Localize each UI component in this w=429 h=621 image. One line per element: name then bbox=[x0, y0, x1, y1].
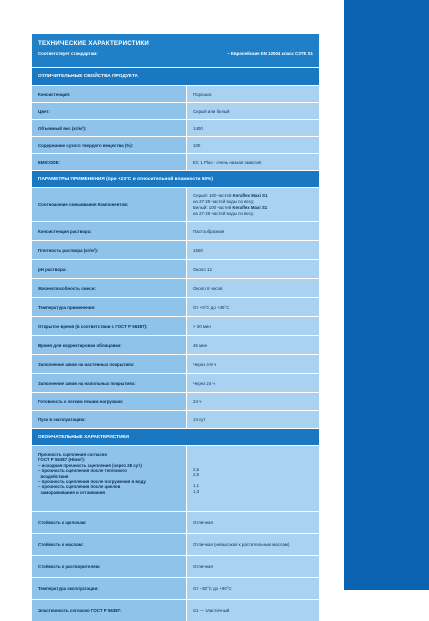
row-value: Отличная (невысокая к растительным маслам) bbox=[186, 534, 319, 555]
table-row bbox=[32, 373, 319, 392]
adhesion-values bbox=[186, 446, 319, 511]
row-label: Открытое время (в соответствии с ГОСТ Р 56387): bbox=[32, 317, 186, 335]
row-label: Консистенция раствора: bbox=[32, 222, 186, 240]
row-label: Температура применения: bbox=[32, 298, 186, 316]
side-blue-band bbox=[344, 0, 429, 590]
mix-text: Серый: 100 частей bbox=[193, 192, 233, 198]
row-label: Заполнение швов на настенных покрытиях: bbox=[32, 355, 186, 373]
adhesion-heading: Прочность сцепления согласно bbox=[38, 452, 108, 457]
row-value: S1 — эластичный bbox=[186, 600, 319, 621]
adhesion-item: воздействия bbox=[38, 473, 69, 479]
standard-row bbox=[38, 51, 313, 56]
row-value bbox=[186, 188, 319, 221]
adhesion-item: – исходная прочность сцепления (через 28 сут) bbox=[38, 462, 142, 468]
row-value: Через 24 ч bbox=[186, 374, 319, 392]
row-label: EMICODE: bbox=[32, 154, 186, 170]
row-label: Консистенция: bbox=[32, 86, 186, 102]
row-value: 45 мин bbox=[186, 336, 319, 354]
table-row bbox=[32, 392, 319, 410]
mix-line: на 27-29 частей воды по весу. bbox=[193, 210, 255, 216]
standard-value: – Европейские EN 12004 класс C2TE S1 bbox=[227, 51, 313, 56]
row-label: Соотношение смешивания Компонентов: bbox=[32, 188, 186, 221]
table-row bbox=[32, 445, 319, 511]
table-row bbox=[32, 85, 319, 102]
row-label: Пуск в эксплуатацию: bbox=[32, 411, 186, 428]
sheet-title: ТЕХНИЧЕСКИЕ ХАРАКТЕРИСТИКИ bbox=[38, 40, 149, 47]
table-row bbox=[32, 577, 319, 599]
adhesion-value: 2,6 bbox=[193, 467, 200, 472]
row-value: 1400 bbox=[186, 120, 319, 136]
row-value: Отличная bbox=[186, 556, 319, 577]
standard-label: Соответствует стандартам: bbox=[38, 51, 98, 56]
adhesion-item: – прочность сцепления после теплового bbox=[38, 468, 127, 474]
row-value: 24 ч bbox=[186, 393, 319, 410]
row-value: Около 12 bbox=[186, 260, 319, 278]
row-label: Стойкость к маслам: bbox=[32, 534, 186, 555]
row-value: Порошок bbox=[186, 86, 319, 102]
table-row bbox=[32, 555, 319, 577]
row-value: Через 4-8 ч bbox=[186, 355, 319, 373]
adhesion-heading: ГОСТ Р 56387 (Н/мм²): bbox=[38, 457, 86, 463]
mix-line: на 27-29 частей воды по весу; bbox=[193, 198, 255, 204]
section-heading: ОТЛИЧИТЕЛЬНЫЕ СВОЙСТВА ПРОДУКТА bbox=[32, 67, 319, 85]
table-row bbox=[32, 297, 319, 316]
table-row bbox=[32, 136, 319, 153]
section-heading: ОКОНЧАТЕЛЬНЫЕ ХАРАКТЕРИСТИКИ bbox=[32, 428, 319, 445]
row-label: Температура эксплуатации: bbox=[32, 578, 186, 599]
row-value: 1500 bbox=[186, 241, 319, 259]
table-row bbox=[32, 410, 319, 428]
table-row bbox=[32, 316, 319, 335]
table-row bbox=[32, 533, 319, 555]
row-label: Стойкость к щелочам: bbox=[32, 512, 186, 533]
spec-sheet bbox=[32, 34, 319, 621]
table-row bbox=[32, 278, 319, 297]
mix-text: Белый: 100 частей bbox=[193, 204, 233, 210]
row-label: Объемный вес (кг/м³): bbox=[32, 120, 186, 136]
table-row bbox=[32, 187, 319, 221]
row-value: От –30°С до +90°С bbox=[186, 578, 319, 599]
row-label: Готовность к легким пешим нагрузкам: bbox=[32, 393, 186, 410]
adhesion-item: – прочность сцепления после циклов bbox=[38, 484, 121, 490]
adhesion-item: замораживания и оттаивания bbox=[38, 489, 105, 495]
table-row bbox=[32, 259, 319, 278]
adhesion-value: 1,1 bbox=[193, 483, 200, 489]
row-label: Стойкость к растворителям: bbox=[32, 556, 186, 577]
table-row bbox=[32, 354, 319, 373]
table-row bbox=[32, 240, 319, 259]
adhesion-label bbox=[32, 446, 186, 511]
row-value: От +5°С до +35°С bbox=[186, 298, 319, 316]
table-row bbox=[32, 102, 319, 119]
row-value: Пастообразная bbox=[186, 222, 319, 240]
table-row bbox=[32, 335, 319, 354]
title-block bbox=[32, 34, 319, 67]
adhesion-item: – прочность сцепления после погружения в воду bbox=[38, 479, 146, 485]
row-label: Содержание сухого твердого вещества (%): bbox=[32, 137, 186, 153]
row-label: Плотность раствора (кг/м³): bbox=[32, 241, 186, 259]
table-row bbox=[32, 511, 319, 533]
table-row bbox=[32, 153, 319, 170]
row-label: Заполнение швов на напольных покрытиях: bbox=[32, 374, 186, 392]
row-value: 100 bbox=[186, 137, 319, 153]
row-value: 14 сут bbox=[186, 411, 319, 428]
row-value: > 30 мин bbox=[186, 317, 319, 335]
row-label: Цвет: bbox=[32, 103, 186, 119]
adhesion-value: 1,3 bbox=[193, 488, 200, 494]
row-label: Эластичность согласно ГОСТ Р 56387: bbox=[32, 600, 186, 621]
product-name: Keraflex Maxi S1 bbox=[232, 192, 268, 198]
adhesion-value: 2,5 bbox=[193, 472, 200, 478]
product-name: Keraflex Maxi S1 bbox=[232, 204, 268, 210]
row-label: pH раствора: bbox=[32, 260, 186, 278]
row-label: Жизнеспособность смеси: bbox=[32, 279, 186, 297]
row-value: Отличная bbox=[186, 512, 319, 533]
table-row bbox=[32, 599, 319, 621]
section-heading: ПАРАМЕТРЫ ПРИМЕНЕНИЯ (при +23°С и относительной влажности 50%) bbox=[32, 170, 319, 187]
row-value: EC 1 Plus - очень низкая эмиссия bbox=[186, 154, 319, 170]
table-row bbox=[32, 119, 319, 136]
row-value: Около 8 часов bbox=[186, 279, 319, 297]
row-value: Серый или белый bbox=[186, 103, 319, 119]
row-label: Время для корректировки облицовки: bbox=[32, 336, 186, 354]
table-row bbox=[32, 221, 319, 240]
